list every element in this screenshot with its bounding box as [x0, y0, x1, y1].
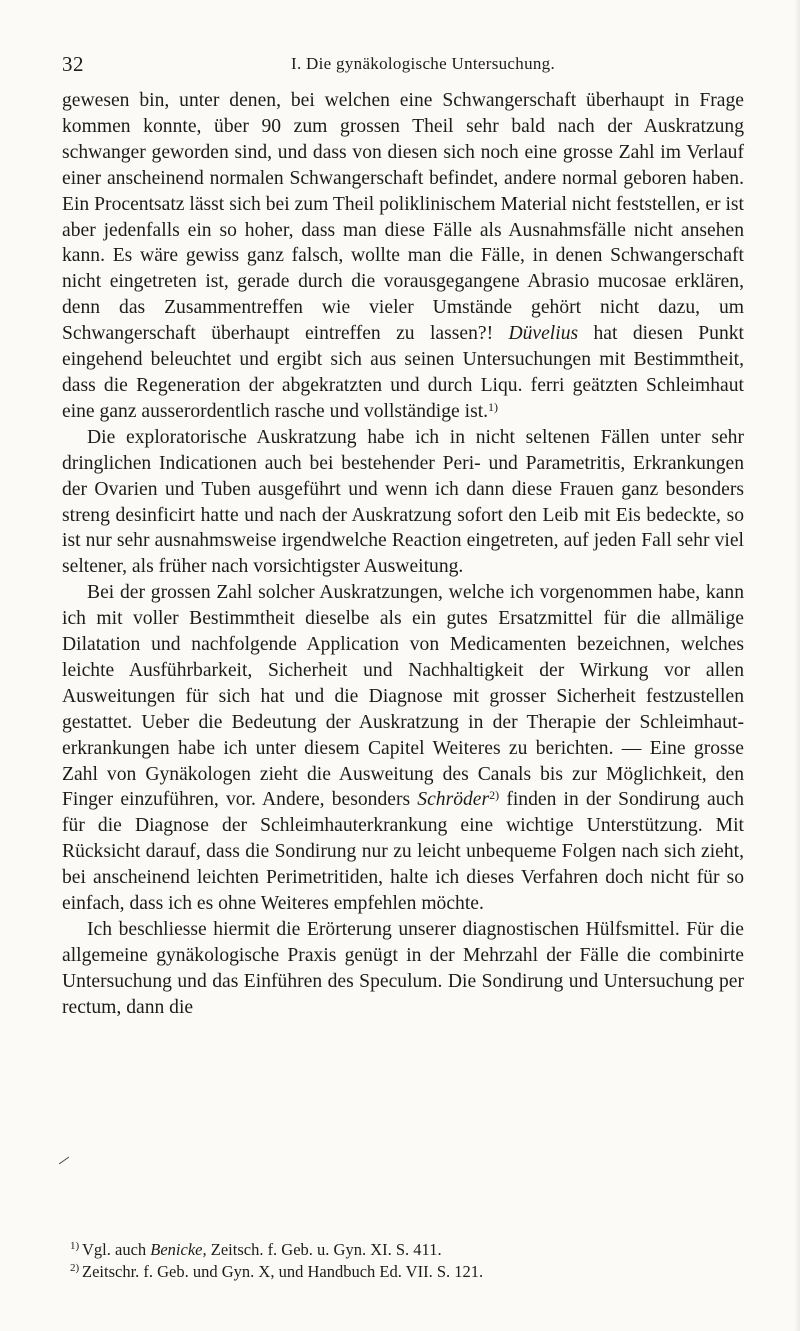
paragraph-2: Die exploratorische Auskratzung habe ich in nicht seltenen Fällen unter sehr dringlichen Indicationen auch bei bestehender Peri- und Parametritis, Erkrankungen der Ovarien und Tuben ausgeführt und wenn ich dann diese Frauen ganz besonders streng desinficirt hatte und nach der Auskratzung sofort den Leib mit Eis bedeckte, so ist nur sehr ausnahmsweise irgendwelche Reaction eingetreten, auf jeden Fall sehr viel seltener, als früher nach vorsichtigster Ausweitung.: [62, 426, 744, 578]
author-name-duevelius: Düvelius: [508, 323, 579, 345]
footnote-1-mark: 1): [70, 1240, 80, 1252]
paragraph-1: [62, 88, 744, 425]
paragraph-4: Ich beschliesse hiermit die Erörterung unserer diagnostischen Hülfsmittel. Für die allgemeine gynäkologische Praxis genügt in der Mehrzahl der Fälle die combinirte Untersuchung und das Einführen des Speculum. Die Sondirung und Untersuchung per rectum, dann die: [62, 919, 744, 1018]
running-head: I. Die gynäkologische Untersuchung.: [291, 54, 556, 73]
paragraph-1-text-b: hat diesen Punkt eingehend beleuchtet und ergibt sich aus seinen Untersuchungen mit Bestimmtheit, dass die Regeneration der abgekratzten und durch Liqu. ferri geätzten Schleimhaut eine ganz ausserordentlich rasche und vollständige ist.: [62, 323, 744, 422]
author-name-schroeder: Schröder: [417, 789, 490, 811]
page-header: [62, 52, 742, 78]
footnote-2: [62, 1261, 744, 1283]
paragraph-1-text-a: gewesen bin, unter denen, bei welchen eine Schwangerschaft überhaupt in Frage kommen konnte, über 90 zum grossen Theil sehr bald nach der Auskratzung schwanger geworden sind, und dass von diesen sich noch eine grosse Zahl im Verlauf einer anscheinend normalen Schwangerschaft befindet, andere normal geboren haben. Ein Procentsatz lässt sich bei zum Theil poliklinischem Material nicht feststellen, er ist aber jedenfalls ein so hoher, dass man diese Fälle als Ausnahmsfälle nicht ansehen kann. Es wäre gewiss ganz falsch, wollte man die Fälle, in denen Schwangerschaft nicht eingetreten ist, gerade durch die vorausgegangene Abrasio mucosae erklären, denn das Zusammentreffen wie vieler Umstände gehört nicht dazu, um Schwangerschaft überhaupt eintreffen zu lassen?!: [62, 90, 744, 345]
footnote-ref-2[interactable]: 2): [489, 788, 500, 803]
paragraph-3-text-a: Bei der grossen Zahl solcher Auskratzungen, welche ich vorgenommen habe, kann ich mit voller Bestimmtheit dieselbe als ein gutes Ersatzmittel für die allmälige Dilatation und nachfolgende Application von Medicamenten bezeichnen, welches leichte Ausführbarkeit, Sicherheit und Nachhaltigkeit der Wirkung vor allen Ausweitungen für sich hat und die Diagnose mit grosser Sicherheit festzustellen gestattet. Ueber die Bedeutung der Auskratzung in der Therapie der Schleimhauterkrankungen habe ich unter diesem Capitel Weiteres zu berichten. — Eine grosse Zahl von Gynäkologen zieht die Ausweitung des Canals bis zur Möglichkeit, den Finger einzuführen, vor. Andere, besonders: [62, 582, 744, 811]
footnote-1-text-b: Zeitsch. f. Geb. u. Gyn. XI. S. 411.: [206, 1240, 442, 1259]
paragraph-3-text-b: finden in der Sondirung auch für die Diagnose der Schleimhauterkrankung eine wichtige Unterstützung. Mit Rücksicht darauf, dass die Sondirung nur zu leicht unbequeme Folgen nach sich zieht, bei anscheinend leichten Perimetritiden, halte ich dieses Verfahren doch nicht für so einfach, dass ich es ohne Weiteres empfehlen möchte.: [62, 789, 744, 915]
footnote-ref-1[interactable]: 1): [488, 399, 499, 414]
footnote-1-text-a: Vgl. auch: [82, 1240, 151, 1259]
footnote-2-text: Zeitschr. f. Geb. und Gyn. X, und Handbuch Ed. VII. S. 121.: [82, 1262, 484, 1281]
body-text: [62, 88, 744, 1021]
paragraph-3: [62, 580, 744, 917]
page-number: 32: [62, 52, 84, 76]
footnote-2-mark: 2): [70, 1262, 80, 1274]
margin-mark: [59, 1157, 69, 1165]
footnote-1-author: Benicke,: [150, 1240, 207, 1259]
footnotes: [62, 1239, 744, 1283]
footnote-1: [62, 1239, 744, 1261]
